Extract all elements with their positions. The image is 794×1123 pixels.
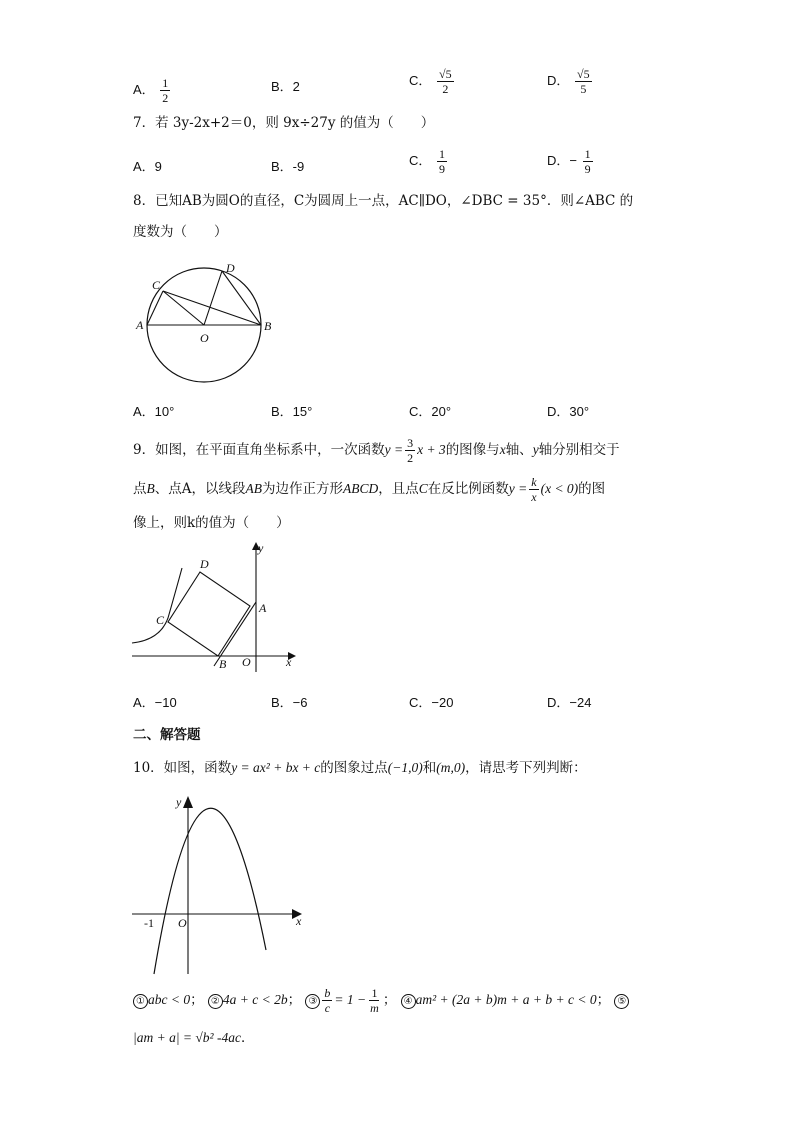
fraction: $\frac{1}{9}$	[584, 147, 591, 176]
label-b: B	[219, 657, 227, 671]
label-b: B	[264, 319, 272, 333]
fraction: $\frac{b}{c}$	[324, 986, 331, 1015]
q7-option-d: D．− $\frac{1}{9}$	[547, 147, 591, 176]
q9-option-a: A．−10	[133, 695, 177, 710]
q7-stem: 7．若 3y-2x+2＝0，则 9x÷27y 的值为（ ）	[133, 115, 435, 131]
hyperbola-curve	[132, 568, 182, 643]
y-axis-arrow	[183, 796, 193, 808]
fraction: $\frac{k}{x}$	[531, 475, 537, 504]
label-x: x	[296, 914, 302, 928]
q9-stem-line1: 9．如图，在平面直角坐标系中，一次函数y = $\frac{3}{2}$ x + 3的图像与x轴、y轴分别相交于	[133, 436, 620, 465]
circled-1: ①	[133, 994, 148, 1009]
label-y: y	[258, 541, 264, 555]
label-a: A	[259, 601, 267, 615]
square-abcd	[168, 572, 250, 656]
circled-3: ③	[305, 994, 320, 1009]
q7-option-c: C． $\frac{1}{9}$	[409, 147, 446, 176]
label-o: O	[200, 331, 209, 345]
q9-option-d: D．−24	[547, 695, 592, 710]
circled-5: ⑤	[614, 994, 629, 1009]
fraction: $\frac{1}{9}$	[439, 147, 446, 176]
q9-option-b: B．−6	[271, 695, 308, 710]
q9-stem-line2: 点B、点A，以线段AB为边作正方形ABCD，且点C在反比例函数y = $\frac{k}{x}$ (x < 0)的图	[133, 475, 606, 504]
label-x: x	[286, 655, 292, 669]
parabola-curve	[154, 808, 266, 974]
q8-stem-line1: 8．已知AB为圆O的直径，C为圆周上一点，AC∥DO，∠DBC = 35°．则∠ABC 的	[133, 193, 634, 209]
label-neg1: -1	[144, 916, 154, 930]
q6-option-b: B．2	[271, 79, 300, 94]
q10-stem: 10．如图，函数y = ax² + bx + c的图象过点(−1,0)和(m,0)，请思考下列判断：	[133, 760, 587, 776]
label-d: D	[200, 557, 209, 571]
q7-option-a: A．9	[133, 159, 162, 174]
q8-option-d: D．30°	[547, 404, 590, 419]
q8-option-c: C．20°	[409, 404, 452, 419]
q6-option-d: D． $\frac{√5}{5}$	[547, 67, 590, 96]
segment-do	[204, 271, 222, 325]
q10-judgments-line1: ① abc < 0； ② 4a + c < 2b； ③ $\frac{b}{c}$ = 1 − $\frac{1}{m}$ ； ④ am² + (2a + b)m + a + b + c < 0； ⑤	[133, 986, 629, 1015]
fraction: $\frac{1}{2}$	[162, 76, 169, 105]
fraction: $\frac{1}{m}$	[370, 986, 379, 1015]
q6-option-c: C． $\frac{√5}{2}$	[409, 67, 452, 96]
q10-judgments-line2: |am + a| = √b² -4ac．	[133, 1030, 255, 1046]
label-c: C	[152, 278, 161, 292]
label-a: A	[136, 318, 144, 332]
fraction: $\frac{3}{2}$	[407, 436, 414, 465]
fraction: $\frac{√5}{2}$	[439, 67, 452, 96]
segment-cb	[163, 291, 261, 325]
label-c: C	[156, 613, 165, 627]
q8-stem-line2: 度数为（ ）	[133, 224, 228, 240]
q9-coordinate-figure	[130, 540, 300, 672]
q8-option-a: A．10°	[133, 404, 175, 419]
label-y: y	[176, 795, 182, 809]
label-o: O	[178, 916, 187, 930]
q8-circle-figure	[130, 258, 280, 386]
label-d: D	[226, 261, 235, 275]
q10-parabola-figure	[130, 790, 310, 975]
segment-db	[222, 271, 261, 325]
segment-co	[163, 291, 204, 325]
q6-option-a: A． $\frac{1}{2}$	[133, 76, 169, 105]
circled-4: ④	[401, 994, 416, 1009]
q9-stem-line3: 像上，则k的值为（ ）	[133, 515, 290, 531]
q9-option-c: C．−20	[409, 695, 454, 710]
fraction: $\frac{√5}{5}$	[577, 67, 590, 96]
q8-option-b: B．15°	[271, 404, 313, 419]
q7-option-b: B．-9	[271, 159, 305, 174]
section-heading: 二、解答题	[133, 727, 201, 743]
circled-2: ②	[208, 994, 223, 1009]
label-o: O	[242, 655, 251, 669]
